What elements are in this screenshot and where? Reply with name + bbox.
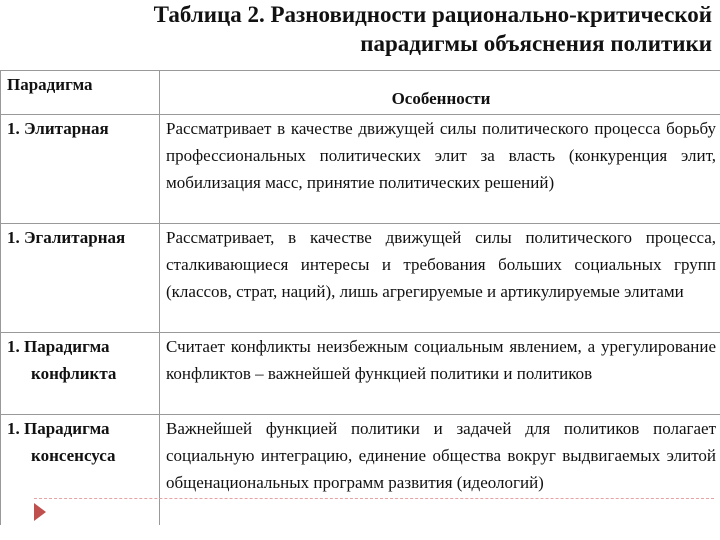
row-features: Рассматривает в качестве движущей силы политического процесса борьбу профессиональных политических элит за власть (конкуренция элит, мобилизация масс, принятие политических решений): [160, 115, 720, 224]
row-paradigm: [1, 333, 160, 415]
paradigm-name-cont: конфликта: [31, 364, 117, 383]
row-paradigm: [1, 115, 160, 224]
table-row: [1, 333, 720, 415]
table-row: [1, 415, 720, 525]
header-features: Особенности: [160, 71, 720, 115]
decorative-divider: [34, 498, 714, 499]
row-paradigm: [1, 415, 160, 525]
table-title: [72, 0, 712, 58]
title-line-1: Таблица 2. Разновидности рационально-критической: [153, 2, 712, 27]
row-features: Считает конфликты неизбежным социальным явлением, а урегулирование конфликтов – важнейшей функцией политики и политиков: [160, 333, 720, 415]
paradigm-table: [0, 70, 720, 525]
row-paradigm: [1, 224, 160, 333]
table-row: [1, 224, 720, 333]
table-row: [1, 115, 720, 224]
paradigm-name: 1. Парадигма: [7, 337, 110, 356]
paradigm-name-cont: консенсуса: [31, 446, 116, 465]
paradigm-name: 1. Парадигма: [7, 419, 110, 438]
paradigm-name: 1. Элитарная: [7, 119, 109, 138]
play-arrow-icon: [34, 503, 46, 521]
row-features: Важнейшей функцией политики и задачей для политиков полагает социальную интеграцию, единение общества вокруг выдвигаемых элитой общенациональных программ развития (идеологий): [166, 419, 716, 492]
header-paradigm: Парадигма: [1, 71, 160, 115]
row-features: Рассматривает, в качестве движущей силы политического процесса, сталкивающиеся интересы и требования больших социальных групп (классов, страт, наций), лишь агрегируемые и артикулируемые элитами: [160, 224, 720, 333]
table-header-row: [1, 71, 720, 115]
paradigm-name: 1. Эгалитарная: [7, 228, 126, 247]
title-line-2: парадигмы объяснения политики: [360, 31, 712, 56]
